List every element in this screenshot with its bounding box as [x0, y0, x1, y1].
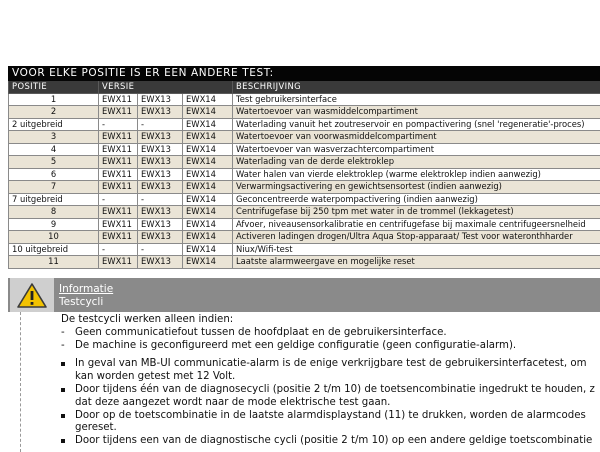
cell-positie: 10	[9, 231, 99, 244]
cell-versie-ewx14: EWX14	[183, 168, 233, 181]
cell-positie: 7 uitgebreid	[9, 193, 99, 206]
cell-versie-ewx14: EWX14	[183, 131, 233, 144]
table-row	[9, 181, 600, 194]
column-header-positie: POSITIE	[9, 81, 99, 94]
cell-versie-ewx11: EWX11	[99, 168, 138, 181]
cell-beschrijving: Activeren ladingen drogen/Ultra Aqua Stop-apparaat/ Test voor wateronthharder	[233, 231, 600, 244]
note-item: Door tijdens een van de diagnostische cycli (positie 2 t/m 10) op een andere geldige toetscombinatie	[61, 435, 600, 448]
cell-beschrijving: Niux/Wifi-test	[233, 243, 600, 256]
cell-versie-ewx13: EWX13	[138, 93, 183, 106]
cell-versie-ewx14: EWX14	[183, 193, 233, 206]
cell-versie-ewx13: -	[138, 118, 183, 131]
cell-positie: 7	[9, 181, 99, 194]
cell-versie-ewx14: EWX14	[183, 243, 233, 256]
table-header-row	[9, 81, 600, 94]
cell-versie-ewx14: EWX14	[183, 143, 233, 156]
table-row	[9, 243, 600, 256]
cell-beschrijving: Afvoer, niveausensorkalibratie en centrifugefase bij maximale centrifugeersnelheid	[233, 218, 600, 231]
cell-positie: 3	[9, 131, 99, 144]
table-row	[9, 206, 600, 219]
cell-versie-ewx14: EWX14	[183, 206, 233, 219]
cell-versie-ewx13: EWX13	[138, 231, 183, 244]
cell-versie-ewx11: -	[99, 243, 138, 256]
cell-versie-ewx13: EWX13	[138, 143, 183, 156]
table-row	[9, 156, 600, 169]
cell-versie-ewx13: EWX13	[138, 168, 183, 181]
note-list	[61, 358, 600, 448]
cell-positie: 5	[9, 156, 99, 169]
information-dashed-divider	[20, 312, 21, 452]
cell-versie-ewx14: EWX14	[183, 218, 233, 231]
cell-beschrijving: Waterlading vanuit het zoutreservoir en pompactivering (snel 'regeneratie'-proces)	[233, 118, 600, 131]
table-row	[9, 218, 600, 231]
cell-versie-ewx14: EWX14	[183, 93, 233, 106]
table-row	[9, 193, 600, 206]
table-row	[9, 93, 600, 106]
cell-versie-ewx13: EWX13	[138, 181, 183, 194]
cell-versie-ewx13: -	[138, 243, 183, 256]
table-row	[9, 131, 600, 144]
warning-icon	[16, 282, 48, 309]
table-row	[9, 106, 600, 119]
cell-versie-ewx11: EWX11	[99, 143, 138, 156]
warning-badge	[10, 278, 54, 312]
cell-beschrijving: Test gebruikersinterface	[233, 93, 600, 106]
information-subtitle: Testcycli	[59, 296, 103, 308]
test-table-section	[8, 66, 600, 269]
condition-list	[61, 327, 600, 353]
cell-beschrijving: Geconcentreerde waterpompactivering (indien aanwezig)	[233, 193, 600, 206]
cell-versie-ewx11: EWX11	[99, 156, 138, 169]
cell-positie: 6	[9, 168, 99, 181]
table-row	[9, 231, 600, 244]
cell-beschrijving: Watertoevoer van voorwasmiddelcompartiment	[233, 131, 600, 144]
table-row	[9, 118, 600, 131]
information-box	[8, 270, 600, 450]
cell-beschrijving: Watertoevoer van wasverzachtercompartiment	[233, 143, 600, 156]
cell-versie-ewx11: EWX11	[99, 218, 138, 231]
cell-positie: 4	[9, 143, 99, 156]
information-intro: De testcycli werken alleen indien:	[61, 314, 600, 327]
table-title: VOOR ELKE POSITIE IS ER EEN ANDERE TEST:	[9, 67, 600, 81]
cell-versie-ewx14: EWX14	[183, 231, 233, 244]
cell-versie-ewx13: EWX13	[138, 106, 183, 119]
condition-item: - Geen communicatiefout tussen de hoofdplaat en de gebruikersinterface.	[61, 327, 600, 340]
cell-versie-ewx11: EWX11	[99, 131, 138, 144]
cell-beschrijving: Centrifugefase bij 250 tpm met water in de trommel (lekkagetest)	[233, 206, 600, 219]
cell-versie-ewx11: EWX11	[99, 106, 138, 119]
cell-versie-ewx11: EWX11	[99, 231, 138, 244]
cell-versie-ewx11: EWX11	[99, 181, 138, 194]
cell-versie-ewx14: EWX14	[183, 256, 233, 269]
information-body	[61, 314, 600, 448]
cell-positie: 1	[9, 93, 99, 106]
cell-versie-ewx11: EWX11	[99, 256, 138, 269]
cell-versie-ewx13: EWX13	[138, 206, 183, 219]
table-row	[9, 143, 600, 156]
cell-versie-ewx13: EWX13	[138, 256, 183, 269]
cell-versie-ewx14: EWX14	[183, 181, 233, 194]
cell-positie: 10 uitgebreid	[9, 243, 99, 256]
cell-versie-ewx14: EWX14	[183, 106, 233, 119]
cell-positie: 9	[9, 218, 99, 231]
condition-item: - De machine is geconfigureerd met een geldige configuratie (geen configuratie-alarm).	[61, 340, 600, 353]
cell-versie-ewx13: EWX13	[138, 218, 183, 231]
cell-versie-ewx11: EWX11	[99, 93, 138, 106]
cell-versie-ewx13: -	[138, 193, 183, 206]
table-title-row	[9, 67, 600, 81]
cell-versie-ewx14: EWX14	[183, 156, 233, 169]
cell-positie: 2 uitgebreid	[9, 118, 99, 131]
table-row	[9, 256, 600, 269]
table-row	[9, 168, 600, 181]
test-positions-table	[8, 66, 600, 269]
information-title: Informatie	[59, 283, 113, 295]
cell-versie-ewx11: -	[99, 193, 138, 206]
cell-versie-ewx11: EWX11	[99, 206, 138, 219]
cell-positie: 8	[9, 206, 99, 219]
cell-beschrijving: Waterlading van de derde elektroklep	[233, 156, 600, 169]
cell-beschrijving: Verwarmingsactivering en gewichtsensortest (indien aanwezig)	[233, 181, 600, 194]
note-item: Door op de toetscombinatie in de laatste alarmdisplaystand (11) te drukken, worden de alarmcodes gereset.	[61, 410, 600, 436]
cell-versie-ewx13: EWX13	[138, 131, 183, 144]
cell-versie-ewx11: -	[99, 118, 138, 131]
note-item: Door tijdens één van de diagnosecycli (positie 2 t/m 10) de toetsencombinatie ingedrukt te houden, z dat deze aangezet wordt naar de mode elektrische test gaan.	[61, 384, 600, 410]
cell-positie: 2	[9, 106, 99, 119]
cell-versie-ewx14: EWX14	[183, 118, 233, 131]
column-header-versie: VERSIE	[99, 81, 233, 94]
cell-beschrijving: Watertoevoer van wasmiddelcompartiment	[233, 106, 600, 119]
note-item: In geval van MB-UI communicatie-alarm is de enige verkrijgbare test de gebruikersinterfacetest, om kan worden getest met 12 Volt.	[61, 358, 600, 384]
column-header-beschrijving: BESCHRIJVING	[233, 81, 600, 94]
cell-versie-ewx13: EWX13	[138, 156, 183, 169]
cell-beschrijving: Laatste alarmweergave en mogelijke reset	[233, 256, 600, 269]
cell-beschrijving: Water halen van vierde elektroklep (warme elektroklep indien aanwezig)	[233, 168, 600, 181]
cell-positie: 11	[9, 256, 99, 269]
